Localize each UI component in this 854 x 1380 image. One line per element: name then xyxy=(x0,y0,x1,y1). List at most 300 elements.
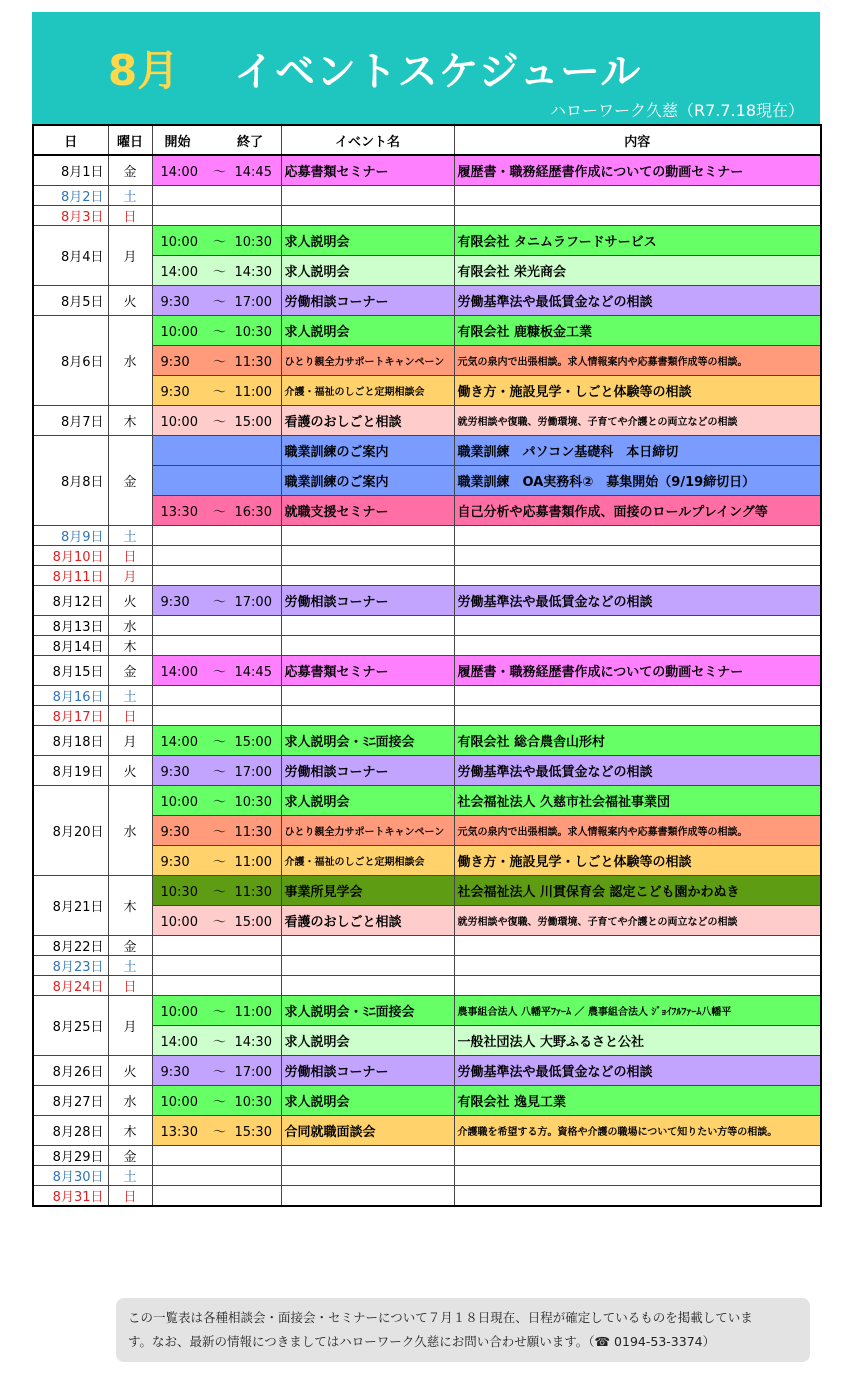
table-row xyxy=(33,685,821,705)
weekday-cell: 金 xyxy=(108,655,152,685)
col-end: 終了 xyxy=(237,134,264,150)
time-cell xyxy=(152,495,281,525)
footer-note xyxy=(116,1298,810,1362)
time-separator: ～ xyxy=(212,294,226,310)
time-cell xyxy=(152,585,281,615)
date-cell: 8月2日 xyxy=(33,185,108,205)
date-cell: 8月18日 xyxy=(33,725,108,755)
event-name-cell: 求人説明会・ﾐﾆ面接会 xyxy=(281,995,454,1025)
event-name-cell: 看護のおしごと相談 xyxy=(281,405,454,435)
page-title: イベントスケジュール xyxy=(234,49,642,95)
date-cell: 8月15日 xyxy=(33,655,108,685)
time-cell xyxy=(152,635,281,655)
start-time: 10:00 xyxy=(160,914,198,930)
event-content-cell xyxy=(454,185,821,205)
weekday-cell: 火 xyxy=(108,755,152,785)
end-time: 10:30 xyxy=(234,794,272,810)
start-time: 14:00 xyxy=(160,1034,198,1050)
event-name-cell: 応募書類セミナー xyxy=(281,655,454,685)
end-time: 11:00 xyxy=(234,854,272,870)
date-cell: 8月27日 xyxy=(33,1085,108,1115)
end-time: 17:00 xyxy=(234,594,272,610)
date-cell: 8月28日 xyxy=(33,1115,108,1145)
end-time: 10:30 xyxy=(234,234,272,250)
time-cell xyxy=(152,435,281,465)
event-content-cell: 社会福祉法人 久慈市社会福祉事業団 xyxy=(454,785,821,815)
start-time: 9:30 xyxy=(160,354,190,370)
col-content: 内容 xyxy=(454,125,821,155)
event-name-cell: 職業訓練のご案内 xyxy=(281,435,454,465)
start-time: 14:00 xyxy=(160,264,198,280)
weekday-cell: 日 xyxy=(108,205,152,225)
time-separator: ～ xyxy=(212,504,226,520)
table-row xyxy=(33,545,821,565)
time-cell xyxy=(152,875,281,905)
event-content-cell xyxy=(454,545,821,565)
end-time: 15:00 xyxy=(234,914,272,930)
event-name-cell xyxy=(281,935,454,955)
time-cell xyxy=(152,1055,281,1085)
date-cell: 8月30日 xyxy=(33,1165,108,1185)
time-separator: ～ xyxy=(212,884,226,900)
time-cell xyxy=(152,705,281,725)
event-name-cell xyxy=(281,635,454,655)
time-separator: ～ xyxy=(212,1124,226,1140)
event-content-cell: 労働基準法や最低賃金などの相談 xyxy=(454,1055,821,1085)
time-cell xyxy=(152,685,281,705)
time-cell xyxy=(152,1115,281,1145)
event-name-cell: 労働相談コーナー xyxy=(281,755,454,785)
event-content-cell: 履歴書・職務経歴書作成についての動画セミナー xyxy=(454,655,821,685)
table-row xyxy=(33,495,821,525)
time-separator: ～ xyxy=(212,164,226,180)
date-cell: 8月31日 xyxy=(33,1185,108,1206)
time-cell xyxy=(152,1025,281,1055)
date-cell: 8月5日 xyxy=(33,285,108,315)
event-content-cell xyxy=(454,615,821,635)
start-time: 9:30 xyxy=(160,854,190,870)
time-separator: ～ xyxy=(212,264,226,280)
time-separator: ～ xyxy=(212,1034,226,1050)
time-cell xyxy=(152,405,281,435)
event-content-cell: 労働基準法や最低賃金などの相談 xyxy=(454,285,821,315)
event-content-cell xyxy=(454,1185,821,1206)
note-line-2: す。なお、最新の情報につきましてはハローワーク久慈にお問い合わせ願います。（☎ 0194-53-3374） xyxy=(128,1334,716,1349)
weekday-cell: 日 xyxy=(108,705,152,725)
event-name-cell xyxy=(281,1185,454,1206)
end-time: 10:30 xyxy=(234,324,272,340)
schedule-table xyxy=(32,124,822,1207)
weekday-cell: 水 xyxy=(108,315,152,405)
table-row xyxy=(33,565,821,585)
date-cell: 8月22日 xyxy=(33,935,108,955)
event-name-cell: ひとり親全力サポートキャンペーン xyxy=(281,815,454,845)
date-cell: 8月9日 xyxy=(33,525,108,545)
weekday-cell: 金 xyxy=(108,1145,152,1165)
time-cell xyxy=(152,725,281,755)
event-content-cell xyxy=(454,705,821,725)
time-cell xyxy=(152,345,281,375)
table-row xyxy=(33,935,821,955)
end-time: 14:45 xyxy=(234,664,272,680)
start-time: 10:00 xyxy=(160,1094,198,1110)
table-row xyxy=(33,615,821,635)
start-time: 9:30 xyxy=(160,294,190,310)
table-row xyxy=(33,1185,821,1206)
weekday-cell: 水 xyxy=(108,1085,152,1115)
event-content-cell: 働き方・施設見学・しごと体験等の相談 xyxy=(454,375,821,405)
end-time: 15:00 xyxy=(234,734,272,750)
event-name-cell: ひとり親全力サポートキャンペーン xyxy=(281,345,454,375)
table-row xyxy=(33,435,821,465)
weekday-cell: 日 xyxy=(108,975,152,995)
event-name-cell: 就職支援セミナー xyxy=(281,495,454,525)
event-content-cell: 労働基準法や最低賃金などの相談 xyxy=(454,755,821,785)
event-name-cell: 労働相談コーナー xyxy=(281,285,454,315)
time-cell xyxy=(152,1145,281,1165)
event-name-cell: 求人説明会 xyxy=(281,785,454,815)
time-cell xyxy=(152,815,281,845)
weekday-cell: 木 xyxy=(108,875,152,935)
month-label: 8月 xyxy=(108,46,180,95)
event-content-cell xyxy=(454,565,821,585)
event-name-cell: 合同就職面談会 xyxy=(281,1115,454,1145)
time-cell xyxy=(152,995,281,1025)
weekday-cell: 月 xyxy=(108,725,152,755)
time-separator: ～ xyxy=(212,1094,226,1110)
event-content-cell: 職業訓練 パソコン基礎科 本日締切 xyxy=(454,435,821,465)
time-cell xyxy=(152,375,281,405)
event-name-cell: 看護のおしごと相談 xyxy=(281,905,454,935)
event-name-cell xyxy=(281,975,454,995)
time-cell xyxy=(152,205,281,225)
date-cell: 8月17日 xyxy=(33,705,108,725)
table-row xyxy=(33,375,821,405)
weekday-cell: 金 xyxy=(108,935,152,955)
time-cell xyxy=(152,905,281,935)
date-cell: 8月14日 xyxy=(33,635,108,655)
table-row xyxy=(33,1145,821,1165)
weekday-cell: 土 xyxy=(108,185,152,205)
event-content-cell: 一般社団法人 大野ふるさと公社 xyxy=(454,1025,821,1055)
event-content-cell xyxy=(454,955,821,975)
event-name-cell: 応募書類セミナー xyxy=(281,155,454,185)
time-cell xyxy=(152,285,281,315)
end-time: 11:30 xyxy=(234,884,272,900)
end-time: 15:00 xyxy=(234,414,272,430)
table-row xyxy=(33,905,821,935)
date-cell: 8月1日 xyxy=(33,155,108,185)
table-row xyxy=(33,255,821,285)
table-row xyxy=(33,345,821,375)
time-separator: ～ xyxy=(212,414,226,430)
time-separator: ～ xyxy=(212,1004,226,1020)
time-separator: ～ xyxy=(212,354,226,370)
time-separator: ～ xyxy=(212,734,226,750)
end-time: 17:00 xyxy=(234,294,272,310)
date-cell: 8月12日 xyxy=(33,585,108,615)
start-time: 9:30 xyxy=(160,594,190,610)
time-separator: ～ xyxy=(212,1064,226,1080)
time-separator: ～ xyxy=(212,914,226,930)
event-content-cell: 職業訓練 OA実務科② 募集開始（9/19締切日） xyxy=(454,465,821,495)
time-cell xyxy=(152,955,281,975)
start-time: 10:00 xyxy=(160,794,198,810)
event-content-cell xyxy=(454,685,821,705)
time-separator: ～ xyxy=(212,384,226,400)
table-row xyxy=(33,155,821,185)
start-time: 10:00 xyxy=(160,324,198,340)
table-row xyxy=(33,185,821,205)
weekday-cell: 土 xyxy=(108,525,152,545)
event-content-cell: 元気の泉内で出張相談。求人情報案内や応募書類作成等の相談。 xyxy=(454,345,821,375)
end-time: 17:00 xyxy=(234,1064,272,1080)
date-cell: 8月11日 xyxy=(33,565,108,585)
weekday-cell: 木 xyxy=(108,635,152,655)
event-name-cell: 労働相談コーナー xyxy=(281,1055,454,1085)
time-cell xyxy=(152,565,281,585)
event-name-cell: 求人説明会 xyxy=(281,315,454,345)
event-content-cell: 有限会社 栄光商会 xyxy=(454,255,821,285)
time-cell xyxy=(152,255,281,285)
time-cell xyxy=(152,935,281,955)
event-name-cell: 事業所見学会 xyxy=(281,875,454,905)
weekday-cell: 土 xyxy=(108,685,152,705)
time-cell xyxy=(152,1165,281,1185)
start-time: 10:00 xyxy=(160,234,198,250)
event-content-cell: 就労相談や復職、労働環境、子育てや介護との両立などの相談 xyxy=(454,405,821,435)
date-cell: 8月10日 xyxy=(33,545,108,565)
date-cell: 8月25日 xyxy=(33,995,108,1055)
start-time: 10:00 xyxy=(160,1004,198,1020)
event-name-cell: 介護・福祉のしごと定期相談会 xyxy=(281,375,454,405)
event-name-cell xyxy=(281,615,454,635)
start-time: 13:30 xyxy=(160,1124,198,1140)
weekday-cell: 月 xyxy=(108,995,152,1055)
time-cell xyxy=(152,785,281,815)
event-content-cell: 履歴書・職務経歴書作成についての動画セミナー xyxy=(454,155,821,185)
time-cell xyxy=(152,465,281,495)
event-content-cell: 介護職を希望する方。資格や介護の職場について知りたい方等の相談。 xyxy=(454,1115,821,1145)
table-row xyxy=(33,655,821,685)
weekday-cell: 月 xyxy=(108,565,152,585)
time-separator: ～ xyxy=(212,824,226,840)
col-event: イベント名 xyxy=(281,125,454,155)
time-cell xyxy=(152,845,281,875)
date-cell: 8月16日 xyxy=(33,685,108,705)
end-time: 11:00 xyxy=(234,384,272,400)
start-time: 9:30 xyxy=(160,824,190,840)
weekday-cell: 月 xyxy=(108,225,152,285)
end-time: 11:30 xyxy=(234,824,272,840)
table-row xyxy=(33,785,821,815)
event-content-cell xyxy=(454,525,821,545)
end-time: 15:30 xyxy=(234,1124,272,1140)
col-time xyxy=(152,125,281,155)
event-name-cell xyxy=(281,955,454,975)
start-time: 9:30 xyxy=(160,764,190,780)
event-content-cell: 有限会社 鹿糠板金工業 xyxy=(454,315,821,345)
weekday-cell: 火 xyxy=(108,585,152,615)
table-row xyxy=(33,405,821,435)
event-content-cell xyxy=(454,635,821,655)
event-content-cell: 働き方・施設見学・しごと体験等の相談 xyxy=(454,845,821,875)
table-row xyxy=(33,955,821,975)
time-separator: ～ xyxy=(212,794,226,810)
event-content-cell: 就労相談や復職、労働環境、子育てや介護との両立などの相談 xyxy=(454,905,821,935)
end-time: 10:30 xyxy=(234,1094,272,1110)
time-cell xyxy=(152,315,281,345)
event-name-cell: 求人説明会 xyxy=(281,255,454,285)
time-cell xyxy=(152,1185,281,1206)
table-row xyxy=(33,585,821,615)
start-time: 14:00 xyxy=(160,734,198,750)
event-name-cell xyxy=(281,705,454,725)
date-cell: 8月8日 xyxy=(33,435,108,525)
event-name-cell xyxy=(281,685,454,705)
table-row xyxy=(33,315,821,345)
start-time: 10:30 xyxy=(160,884,198,900)
weekday-cell: 日 xyxy=(108,1185,152,1206)
event-content-cell: 自己分析や応募書類作成、面接のロールプレイング等 xyxy=(454,495,821,525)
date-cell: 8月7日 xyxy=(33,405,108,435)
time-cell xyxy=(152,155,281,185)
time-separator: ～ xyxy=(212,594,226,610)
time-cell xyxy=(152,1085,281,1115)
table-row xyxy=(33,1085,821,1115)
end-time: 14:30 xyxy=(234,264,272,280)
office-date: ハローワーク久慈（R7.7.18現在） xyxy=(549,101,804,120)
event-content-cell: 労働基準法や最低賃金などの相談 xyxy=(454,585,821,615)
end-time: 17:00 xyxy=(234,764,272,780)
weekday-cell: 土 xyxy=(108,955,152,975)
event-content-cell: 有限会社 逸見工業 xyxy=(454,1085,821,1115)
event-name-cell xyxy=(281,565,454,585)
table-row xyxy=(33,705,821,725)
table-row xyxy=(33,875,821,905)
time-cell xyxy=(152,975,281,995)
table-row xyxy=(33,1025,821,1055)
time-cell xyxy=(152,225,281,255)
weekday-cell: 木 xyxy=(108,1115,152,1145)
date-cell: 8月20日 xyxy=(33,785,108,875)
table-row xyxy=(33,725,821,755)
col-start: 開始 xyxy=(164,134,191,150)
event-name-cell xyxy=(281,525,454,545)
note-line-1: この一覧表は各種相談会・面接会・セミナーについて７月１８日現在、日程が確定しているものを掲載していま xyxy=(128,1310,753,1325)
time-cell xyxy=(152,655,281,685)
time-separator: ～ xyxy=(212,234,226,250)
event-name-cell xyxy=(281,205,454,225)
time-separator: ～ xyxy=(212,854,226,870)
time-cell xyxy=(152,185,281,205)
date-cell: 8月4日 xyxy=(33,225,108,285)
date-cell: 8月29日 xyxy=(33,1145,108,1165)
table-row xyxy=(33,815,821,845)
weekday-cell: 金 xyxy=(108,435,152,525)
table-row xyxy=(33,755,821,785)
date-cell: 8月6日 xyxy=(33,315,108,405)
event-name-cell: 職業訓練のご案内 xyxy=(281,465,454,495)
table-row xyxy=(33,995,821,1025)
col-date: 日 xyxy=(33,125,108,155)
event-name-cell: 求人説明会 xyxy=(281,225,454,255)
table-row xyxy=(33,635,821,655)
event-content-cell xyxy=(454,205,821,225)
table-row xyxy=(33,975,821,995)
col-day: 曜日 xyxy=(108,125,152,155)
page-header xyxy=(32,12,820,124)
event-content-cell: 農事組合法人 八幡平ﾌｧｰﾑ ／ 農事組合法人 ｼﾞｮｲﾌﾙﾌｧｰﾑ八幡平 xyxy=(454,995,821,1025)
date-cell: 8月26日 xyxy=(33,1055,108,1085)
table-row xyxy=(33,205,821,225)
table-row xyxy=(33,1055,821,1085)
event-content-cell: 社会福祉法人 川貫保育会 認定こども園かわぬき xyxy=(454,875,821,905)
weekday-cell: 土 xyxy=(108,1165,152,1185)
event-name-cell xyxy=(281,1165,454,1185)
end-time: 14:45 xyxy=(234,164,272,180)
table-row xyxy=(33,1165,821,1185)
weekday-cell: 水 xyxy=(108,615,152,635)
table-header-row xyxy=(33,125,821,155)
weekday-cell: 木 xyxy=(108,405,152,435)
weekday-cell: 水 xyxy=(108,785,152,875)
time-cell xyxy=(152,525,281,545)
end-time: 11:30 xyxy=(234,354,272,370)
event-content-cell: 有限会社 タニムラフードサービス xyxy=(454,225,821,255)
table-row xyxy=(33,845,821,875)
event-name-cell: 求人説明会 xyxy=(281,1085,454,1115)
start-time: 14:00 xyxy=(160,164,198,180)
date-cell: 8月19日 xyxy=(33,755,108,785)
start-time: 14:00 xyxy=(160,664,198,680)
event-content-cell xyxy=(454,1145,821,1165)
weekday-cell: 日 xyxy=(108,545,152,565)
end-time: 14:30 xyxy=(234,1034,272,1050)
start-time: 13:30 xyxy=(160,504,198,520)
time-cell xyxy=(152,615,281,635)
time-separator: ～ xyxy=(212,324,226,340)
schedule-body xyxy=(33,155,821,1206)
start-time: 9:30 xyxy=(160,1064,190,1080)
event-name-cell: 労働相談コーナー xyxy=(281,585,454,615)
weekday-cell: 火 xyxy=(108,285,152,315)
table-row xyxy=(33,525,821,545)
time-separator: ～ xyxy=(212,764,226,780)
end-time: 16:30 xyxy=(234,504,272,520)
date-cell: 8月21日 xyxy=(33,875,108,935)
event-name-cell: 求人説明会 xyxy=(281,1025,454,1055)
event-name-cell xyxy=(281,545,454,565)
event-name-cell: 求人説明会・ﾐﾆ面接会 xyxy=(281,725,454,755)
table-row xyxy=(33,225,821,255)
start-time: 9:30 xyxy=(160,384,190,400)
table-row xyxy=(33,465,821,495)
event-content-cell: 有限会社 総合農舎山形村 xyxy=(454,725,821,755)
time-separator: ～ xyxy=(212,664,226,680)
table-row xyxy=(33,1115,821,1145)
table-row xyxy=(33,285,821,315)
event-name-cell xyxy=(281,1145,454,1165)
event-content-cell xyxy=(454,935,821,955)
event-name-cell: 介護・福祉のしごと定期相談会 xyxy=(281,845,454,875)
date-cell: 8月23日 xyxy=(33,955,108,975)
date-cell: 8月3日 xyxy=(33,205,108,225)
event-content-cell: 元気の泉内で出張相談。求人情報案内や応募書類作成等の相談。 xyxy=(454,815,821,845)
weekday-cell: 金 xyxy=(108,155,152,185)
weekday-cell: 火 xyxy=(108,1055,152,1085)
end-time: 11:00 xyxy=(234,1004,272,1020)
